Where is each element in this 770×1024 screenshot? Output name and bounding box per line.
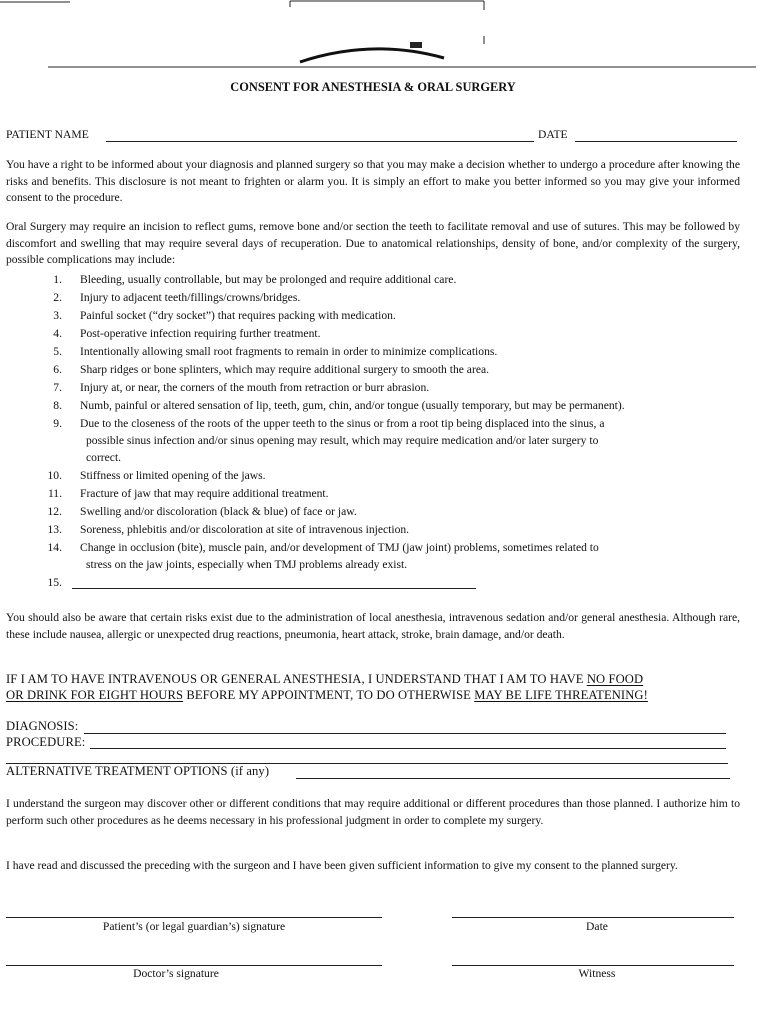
item-text: Numb, painful or altered sensation of lip, teeth, gum, chin, and/or tongue (usually temporary, but may be permanent).: [80, 399, 625, 412]
item-text: Bleeding, usually controllable, but may be prolonged and require additional care.: [80, 273, 457, 286]
item-number: 7.: [53, 381, 62, 394]
read-paragraph: I have read and discussed the preceding with the surgeon and I have been given sufficient information to give my consent to the planned surgery.: [6, 859, 678, 872]
item-text: Painful socket (“dry socket”) that requires packing with medication.: [80, 309, 396, 322]
witness-signature-label: Witness: [578, 967, 616, 980]
item-number: 13.: [47, 523, 62, 536]
date-label: DATE: [538, 128, 568, 141]
anesthesia-paragraph: You should also be aware that certain risks exist due to the administration of local anesthesia, intravenous sedation and/or general anesthesia. Although rare, these include nausea, allergic or unexpected drug reactions, pneumonia, heart attack, stroke, brain damage, and/or death.: [6, 611, 740, 641]
item-text: Swelling and/or discoloration (black & blue) of face or jaw.: [80, 505, 357, 518]
warning-text: BEFORE MY APPOINTMENT, TO DO OTHERWISE: [183, 688, 475, 702]
alternative-treatment-field[interactable]: [296, 778, 730, 779]
item-number: 4.: [53, 327, 62, 340]
patient-name-label: PATIENT NAME: [6, 128, 89, 141]
item-number: 11.: [47, 487, 62, 500]
item-text: Stiffness or limited opening of the jaws.: [80, 469, 266, 482]
item-text: Intentionally allowing small root fragments to remain in order to minimize complications.: [80, 345, 498, 358]
warning-text: IF I AM TO HAVE INTRAVENOUS OR GENERAL ANESTHESIA, I UNDERSTAND THAT I AM TO HAVE: [6, 672, 587, 686]
form-title: CONSENT FOR ANESTHESIA & ORAL SURGERY: [230, 80, 516, 94]
diagnosis-label: DIAGNOSIS:: [6, 719, 79, 733]
item-text-continued: stress on the jaw joints, especially when TMJ problems already exist.: [86, 558, 408, 571]
item-text: Injury at, or near, the corners of the mouth from retraction or burr abrasion.: [80, 381, 430, 394]
item-number: 1.: [53, 273, 62, 286]
item-text-continued: correct.: [86, 451, 122, 464]
diagnosis-field[interactable]: [84, 733, 726, 734]
item-text: Post-operative infection requiring further treatment.: [80, 327, 321, 340]
doctor-signature-label: Doctor’s signature: [133, 967, 219, 980]
item-number: 3.: [53, 309, 62, 322]
oral-surgery-paragraph: Oral Surgery may require an incision to reflect gums, remove bone and/or section the teeth to facilitate removal and use of sutures. This may be followed by discomfort and swelling that may require several days of recuperation. Due to anatomical relationships, density of bone, and/or complexity of the surgery, possible complications may include:: [6, 220, 740, 266]
discover-paragraph: I understand the surgeon may discover other or different conditions that may require additional or different procedures than those planned. I authorize him to perform such other procedures as he deems necessary in his professional judgment in order to complete my surgery.: [6, 797, 740, 827]
patient-signature-field[interactable]: [6, 917, 382, 918]
patient-signature-label: Patient’s (or legal guardian’s) signature: [102, 920, 286, 933]
item-number: 15.: [47, 576, 62, 589]
letterhead-graphic: [0, 0, 770, 80]
signature-date-label: Date: [586, 920, 608, 933]
item-number: 6.: [53, 363, 62, 376]
item-text: Sharp ridges or bone splinters, which may require additional surgery to smooth the area.: [80, 363, 490, 376]
item-number: 12.: [47, 505, 62, 518]
item-number: 9.: [53, 417, 62, 430]
patient-name-field[interactable]: [106, 141, 534, 142]
warning-emphasis: NO FOOD: [586, 672, 644, 686]
warning-line-2: [6, 688, 648, 703]
item-number: 2.: [53, 291, 62, 304]
item-text: Change in occlusion (bite), muscle pain, and/or development of TMJ (jaw joint) problems, sometimes related to: [80, 541, 599, 554]
procedure-field[interactable]: [90, 748, 726, 749]
warning-emphasis: OR DRINK FOR EIGHT HOURS: [6, 688, 184, 702]
item-number: 14.: [47, 541, 62, 554]
other-complication-field[interactable]: [72, 588, 476, 589]
intro-paragraph: You have a right to be informed about your diagnosis and planned surgery so that you may make a decision whether to undergo a procedure after knowing the risks and benefits. This disclosure is not meant to frighten or alarm you. It is simply an effort to make you better informed so you may give your informed consent to the procedure.: [6, 158, 740, 204]
date-field[interactable]: [575, 141, 737, 142]
item-text: Injury to adjacent teeth/fillings/crowns/bridges.: [80, 291, 301, 304]
item-text-continued: possible sinus infection and/or sinus opening may result, which may require medication and/or later surgery to: [86, 434, 599, 447]
item-number: 5.: [53, 345, 62, 358]
alternative-treatment-label: ALTERNATIVE TREATMENT OPTIONS (if any): [6, 764, 270, 778]
item-number: 8.: [53, 399, 62, 412]
item-text: Due to the closeness of the roots of the upper teeth to the sinus or from a root tip being displaced into the sinus, a: [80, 417, 605, 430]
item-text: Soreness, phlebitis and/or discoloration at site of intravenous injection.: [80, 523, 410, 536]
warning-emphasis: MAY BE LIFE THREATENING!: [474, 688, 648, 702]
item-number: 10.: [47, 469, 62, 482]
procedure-label: PROCEDURE:: [6, 735, 86, 749]
signature-date-field[interactable]: [452, 917, 734, 918]
warning-line-1: [6, 672, 643, 687]
item-text: Fracture of jaw that may require additional treatment.: [80, 487, 329, 500]
